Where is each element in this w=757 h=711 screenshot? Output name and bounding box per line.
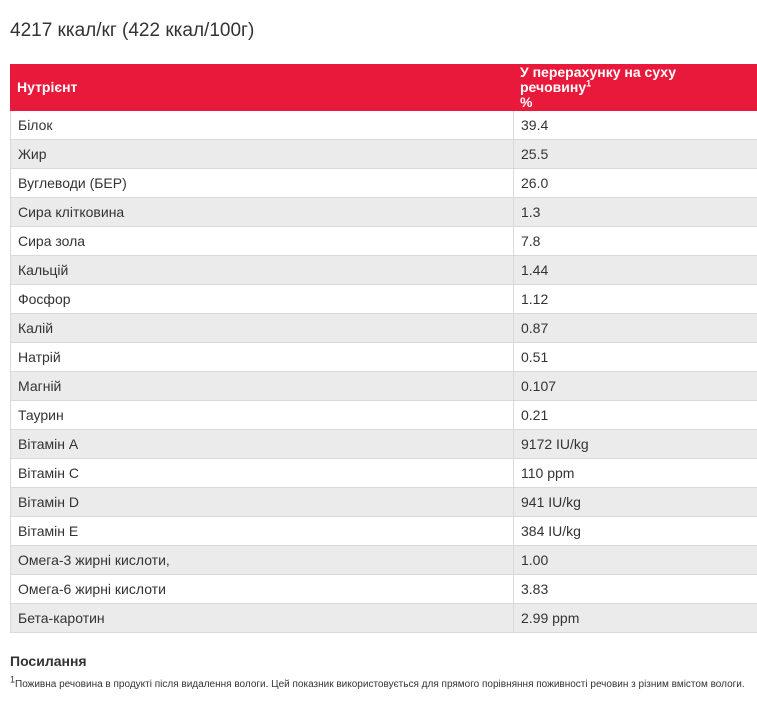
- nutrient-name-cell: Вітамін E: [11, 517, 514, 546]
- table-row: [11, 372, 757, 401]
- nutrient-name-cell: Бета-каротин: [11, 604, 514, 633]
- column-header-nutrient: [11, 65, 514, 111]
- energy-title: 4217 ккал/кг (422 ккал/100г): [10, 20, 255, 41]
- nutrient-value-cell: 2.99 ppm: [514, 604, 757, 633]
- nutrient-value-cell: 0.107: [514, 372, 757, 401]
- footnote-marker: 1: [10, 674, 16, 685]
- nutrient-value-cell: 1.3: [514, 198, 757, 227]
- nutrient-name-cell: Вітамін A: [11, 430, 514, 459]
- nutrient-name-cell: Магній: [11, 372, 514, 401]
- footnote-text: Поживна речовина в продукті після видалення вологи. Цей показник використовується для прямого порівняння поживності речовин з різним вмістом вологи.: [15, 679, 745, 690]
- table-row: [11, 111, 757, 140]
- nutrient-name-cell: Фосфор: [11, 285, 514, 314]
- table-row: [11, 169, 757, 198]
- nutrient-name-cell: Вітамін C: [11, 459, 514, 488]
- table-row: [11, 401, 757, 430]
- table-row: [11, 459, 757, 488]
- nutrient-value-cell: 7.8: [514, 227, 757, 256]
- nutrient-name-cell: Натрій: [11, 343, 514, 372]
- table-header: [11, 65, 757, 111]
- nutrient-value-cell: 1.44: [514, 256, 757, 285]
- nutrient-value-cell: 0.21: [514, 401, 757, 430]
- table-row: [11, 546, 757, 575]
- table-row: [11, 604, 757, 633]
- nutrient-name-cell: Таурин: [11, 401, 514, 430]
- table-row: [11, 343, 757, 372]
- table-row: [11, 198, 757, 227]
- nutrient-name-cell: Сира зола: [11, 227, 514, 256]
- nutrient-name-cell: Сира клітковина: [11, 198, 514, 227]
- nutrient-name-cell: Калій: [11, 314, 514, 343]
- table-row: [11, 285, 757, 314]
- table-row: [11, 430, 757, 459]
- nutrient-value-cell: 25.5: [514, 140, 757, 169]
- column-header-footnote-marker: 1: [586, 78, 592, 89]
- nutrient-value-cell: 3.83: [514, 575, 757, 604]
- nutrient-name-cell: Вуглеводи (БЕР): [11, 169, 514, 198]
- nutrient-name-cell: Омега-3 жирні кислоти,: [11, 546, 514, 575]
- table-row: [11, 256, 757, 285]
- nutrient-name-cell: Жир: [11, 140, 514, 169]
- table-body: [11, 111, 757, 633]
- nutrient-name-cell: Вітамін D: [11, 488, 514, 517]
- nutrient-value-cell: 26.0: [514, 169, 757, 198]
- nutrient-name-cell: Білок: [11, 111, 514, 140]
- table-row: [11, 227, 757, 256]
- column-header-dry-matter: [514, 65, 757, 111]
- nutrient-name-cell: Кальцій: [11, 256, 514, 285]
- nutrient-value-cell: 110 ppm: [514, 459, 757, 488]
- column-header-dry-matter-label: У перерахунку на суху речовину: [520, 64, 677, 95]
- table-row: [11, 140, 757, 169]
- table-row: [11, 314, 757, 343]
- column-header-unit: %: [520, 94, 533, 110]
- nutrient-value-cell: 0.87: [514, 314, 757, 343]
- table-row: [11, 575, 757, 604]
- nutrient-value-cell: 9172 IU/kg: [514, 430, 757, 459]
- table-row: [11, 488, 757, 517]
- nutrient-value-cell: 1.00: [514, 546, 757, 575]
- nutrient-value-cell: 39.4: [514, 111, 757, 140]
- nutrient-value-cell: 0.51: [514, 343, 757, 372]
- column-header-nutrient-label: Нутрієнт: [17, 79, 78, 95]
- nutrient-table: [10, 64, 757, 633]
- nutrient-name-cell: Омега-6 жирні кислоти: [11, 575, 514, 604]
- footnote: [10, 674, 745, 693]
- nutrient-value-cell: 1.12: [514, 285, 757, 314]
- table-header-row: [11, 65, 757, 111]
- table-row: [11, 517, 757, 546]
- nutrient-value-cell: 941 IU/kg: [514, 488, 757, 517]
- references-heading: Посилання: [10, 653, 87, 669]
- nutrient-value-cell: 384 IU/kg: [514, 517, 757, 546]
